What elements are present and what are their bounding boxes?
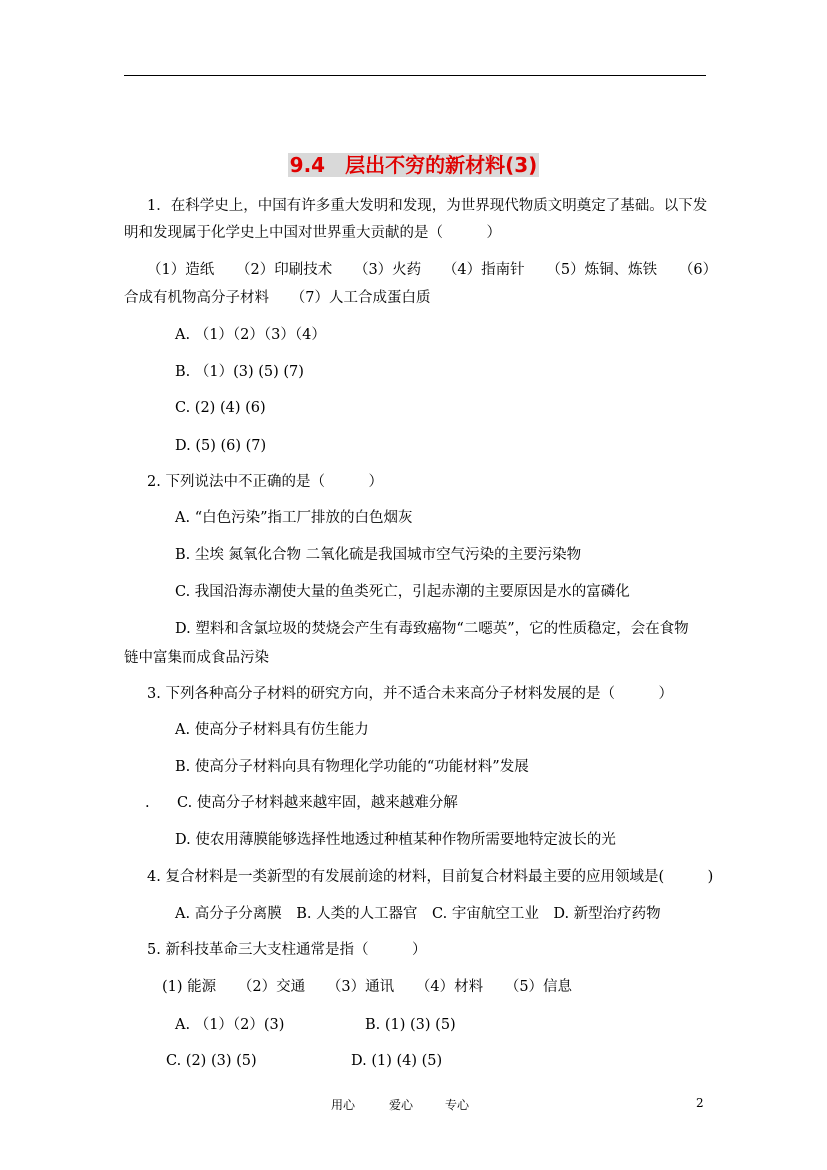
- q1-option-c: C. (2) (4) (6): [175, 400, 266, 416]
- q5-option-b: B. (1) (3) (5): [365, 1017, 456, 1033]
- q3-option-a: A. 使高分子材料具有仿生能力: [175, 722, 369, 738]
- page-number: 2: [696, 1096, 704, 1110]
- q2-option-a: A. “白色污染”指工厂排放的白色烟灰: [175, 510, 413, 526]
- q5-option-d: D. (1) (4) (5): [351, 1053, 443, 1069]
- footer-left: 用心: [331, 1098, 356, 1112]
- q5-option-c: C. (2) (3) (5): [166, 1053, 257, 1069]
- q3-stray-mark: .: [145, 795, 150, 811]
- q5-items: (1) 能源 （2）交通 （3）通讯 （4）材料 （5）信息: [162, 979, 573, 995]
- page-title: [0, 149, 827, 178]
- q1-stem-line1: 1．在科学史上，中国有许多重大发明和发现，为世界现代物质文明奠定了基础。以下发: [147, 198, 708, 214]
- q4-options: A. 高分子分离膜 B. 人类的人工器官 C. 宇宙航空工业 D. 新型治疗药物: [175, 906, 661, 922]
- q3-stem: 3. 下列各种高分子材料的研究方向，并不适合未来高分子材料发展的是（ ）: [147, 686, 673, 702]
- q5-stem: 5. 新科技革命三大支柱通常是指（ ）: [147, 942, 427, 958]
- q1-option-a: A. （1）（2）（3）（4）: [175, 327, 326, 343]
- q3-option-c: C. 使高分子材料越来越牢固，越来越难分解: [177, 795, 458, 811]
- q1-option-b: B. （1）(3) (5) (7): [175, 364, 304, 380]
- q5-option-a: A. （1）（2）(3): [175, 1017, 285, 1033]
- q2-stem: 2. 下列说法中不正确的是（ ）: [147, 474, 383, 490]
- q1-option-d: D. (5) (6) (7): [175, 438, 267, 454]
- q2-option-b: B. 尘埃 氮氧化合物 二氧化硫是我国城市空气污染的主要污染物: [175, 547, 582, 563]
- q2-option-c: C. 我国沿海赤潮使大量的鱼类死亡，引起赤潮的主要原因是水的富磷化: [175, 584, 630, 600]
- q2-option-d-cont: 链中富集而成食品污染: [124, 650, 269, 666]
- q3-option-b: B. 使高分子材料向具有物理化学功能的“功能材料”发展: [175, 759, 529, 775]
- q2-option-d: D. 塑料和含氯垃圾的焚烧会产生有毒致癌物“二噁英”，它的性质稳定，会在食物: [175, 621, 689, 637]
- q1-items-line2: 合成有机物高分子材料 （7）人工合成蛋白质: [124, 290, 431, 306]
- q3-option-d: D. 使农用薄膜能够选择性地透过种植某种作物所需要地特定波长的光: [175, 832, 616, 848]
- footer-right: 专心: [445, 1098, 470, 1112]
- header-rule: [124, 75, 706, 76]
- q4-stem: 4. 复合材料是一类新型的有发展前途的材料，目前复合材料最主要的应用领域是( ): [147, 869, 714, 885]
- q1-stem-line2: 明和发现属于化学史上中国对世界重大贡献的是（ ）: [124, 225, 501, 241]
- page-title-text: 9.4 层出不穷的新材料(3): [289, 153, 538, 177]
- footer-middle: 爱心: [389, 1098, 414, 1112]
- q1-items-line1: （1）造纸 （2）印刷技术 （3）火药 （4）指南针 （5）炼铜、炼铁 （6）: [147, 262, 718, 278]
